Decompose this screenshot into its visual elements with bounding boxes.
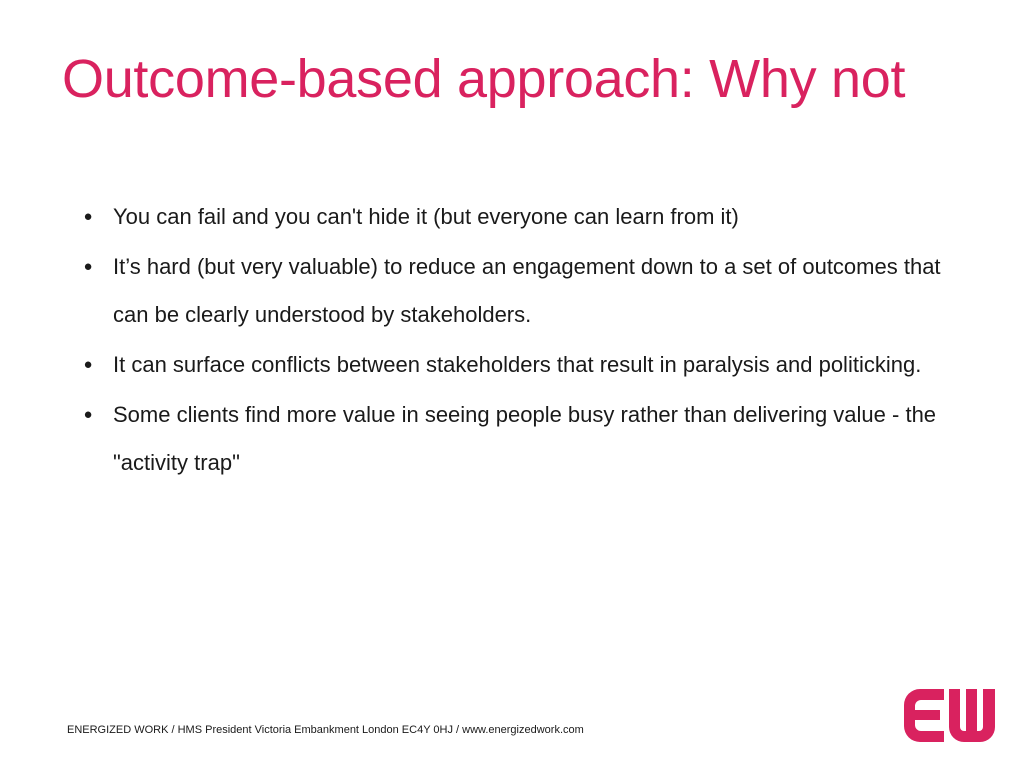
bullet-marker: ● [83,356,93,373]
bullet-item [78,391,958,487]
bullet-text: It’s hard (but very valuable) to reduce an engagement down to a set of outcomes that can be clearly understood by stakeholders. [113,254,941,327]
bullet-marker: ● [83,208,93,225]
bullet-item [78,243,958,339]
bullet-list [78,193,958,489]
bullet-marker: ● [83,406,93,423]
bullet-text: It can surface conflicts between stakeholders that result in paralysis and politicking. [113,352,922,377]
slide-title: Outcome-based approach: Why not [62,49,906,109]
bullet-text: You can fail and you can't hide it (but everyone can learn from it) [113,204,739,229]
bullet-text: Some clients find more value in seeing people busy rather than delivering value - the "activity trap" [113,402,937,475]
bullet-item [78,193,958,241]
footer-address: ENERGIZED WORK / HMS President Victoria Embankment London EC4Y 0HJ / www.energizedwork.com [67,724,584,736]
bullet-item [78,341,958,389]
energized-work-logo-icon [904,689,995,742]
bullet-marker: ● [83,258,93,275]
